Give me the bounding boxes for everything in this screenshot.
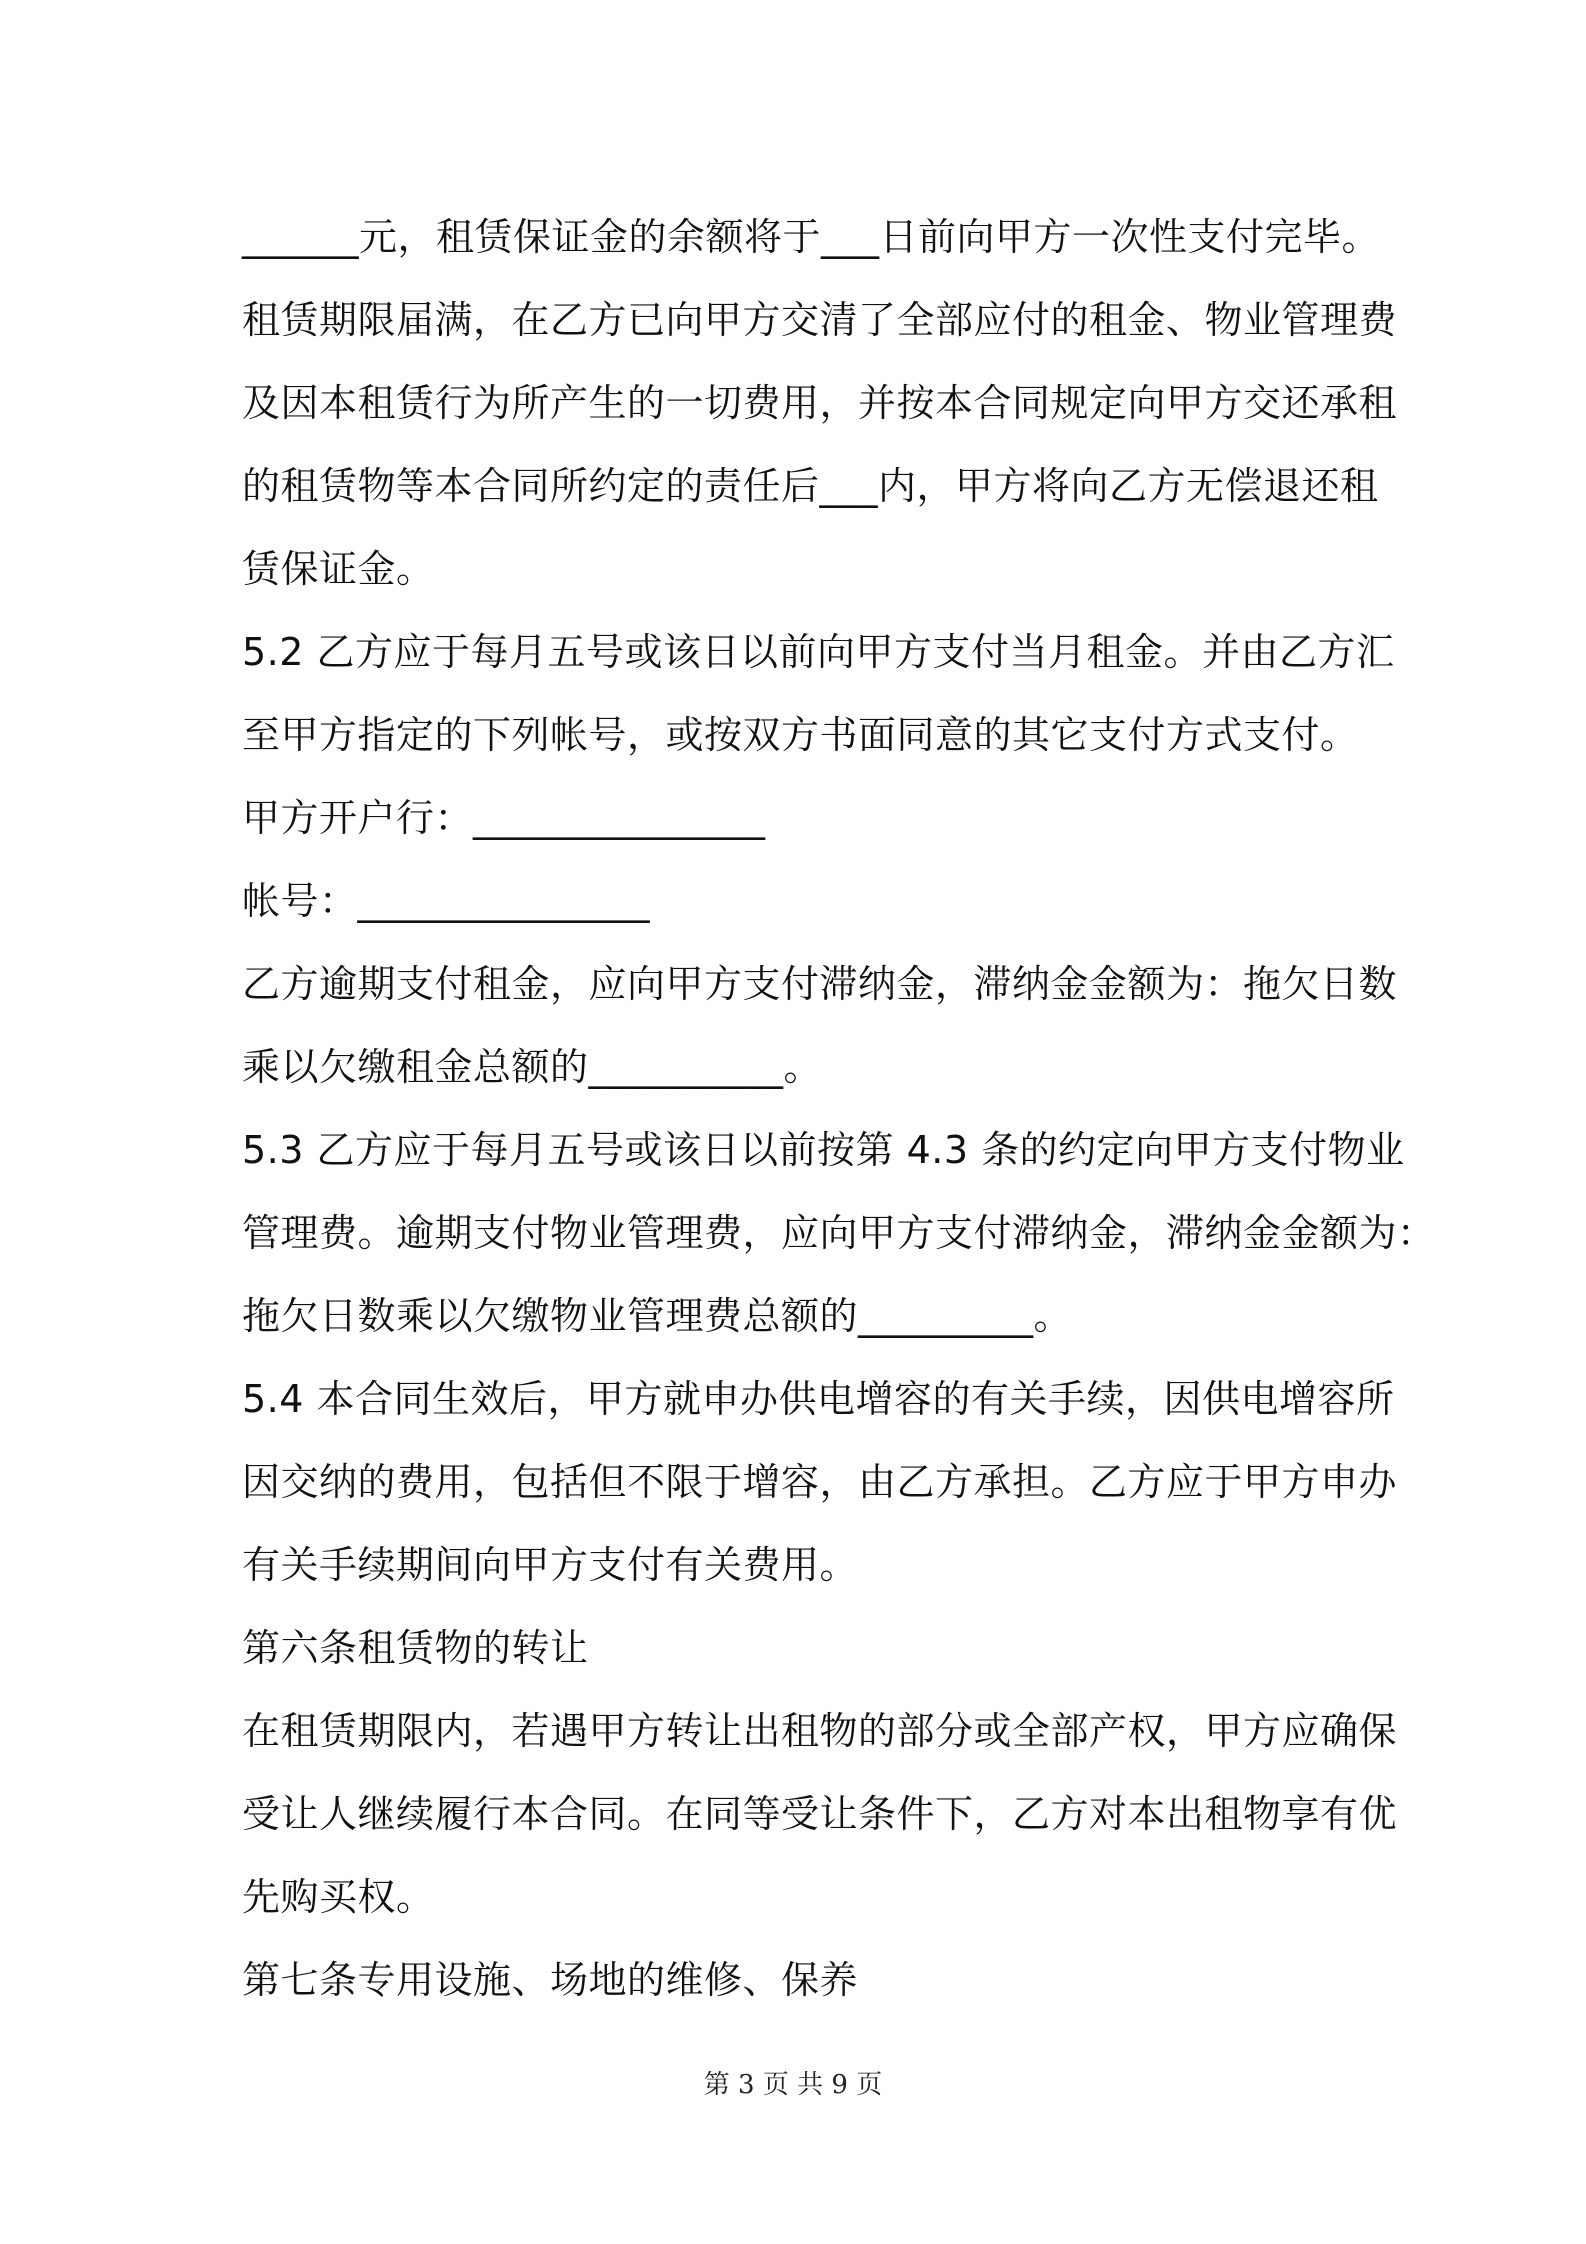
text-line: 管理费。逾期支付物业管理费，应向甲方支付滞纳金，滞纳金金额为： <box>242 1211 1436 1255</box>
text-line: 乘以欠缴租金总额的__________。 <box>242 1045 823 1089</box>
document-body <box>242 196 1436 2022</box>
text-line: 的租赁物等本合同所约定的责任后___内，甲方将向乙方无偿退还租 <box>242 464 1379 508</box>
text-line: 至甲方指定的下列帐号，或按双方书面同意的其它支付方式支付。 <box>242 713 1359 757</box>
clause-5-3: 5.3 乙方应于每月五号或该日以前按第 4.3 条的约定向甲方支付物业 <box>242 1128 1405 1172</box>
text-line: 拖欠日数乘以欠缴物业管理费总额的_________。 <box>242 1294 1073 1338</box>
text-line: 先购买权。 <box>242 1875 435 1919</box>
text-line: 因交纳的费用，包括但不限于增容，由乙方承担。乙方应于甲方申办 <box>242 1460 1398 1504</box>
bank-field-line: 甲方开户行：_______________ <box>242 796 766 840</box>
text-line: 乙方逾期支付租金，应向甲方支付滞纳金，滞纳金金额为：拖欠日数 <box>242 962 1398 1006</box>
clause-5-4: 5.4 本合同生效后，甲方就申办供电增容的有关手续，因供电增容所 <box>242 1377 1395 1421</box>
text-line: 受让人继续履行本合同。在同等受让条件下，乙方对本出租物享有优 <box>242 1792 1398 1836</box>
clause-5-2: 5.2 乙方应于每月五号或该日以前向甲方支付当月租金。并由乙方汇 <box>242 630 1395 674</box>
text-line: 及因本租赁行为所产生的一切费用，并按本合同规定向甲方交还承租 <box>242 381 1398 425</box>
text-line: 有关手续期间向甲方支付有关费用。 <box>242 1543 859 1587</box>
text-line: ______元，租赁保证金的余额将于___日前向甲方一次性支付完毕。 <box>242 215 1381 259</box>
article-6-heading: 第六条租赁物的转让 <box>242 1626 589 1670</box>
page-number-footer: 第 3 页 共 9 页 <box>703 2070 883 2100</box>
text-line: 在租赁期限内，若遇甲方转让出租物的部分或全部产权，甲方应确保 <box>242 1709 1398 1753</box>
account-field-line: 帐号：_______________ <box>242 879 651 923</box>
article-7-heading: 第七条专用设施、场地的维修、保养 <box>242 1958 859 2002</box>
text-line: 赁保证金。 <box>242 547 435 591</box>
text-line: 租赁期限届满，在乙方已向甲方交清了全部应付的租金、物业管理费 <box>242 298 1398 342</box>
